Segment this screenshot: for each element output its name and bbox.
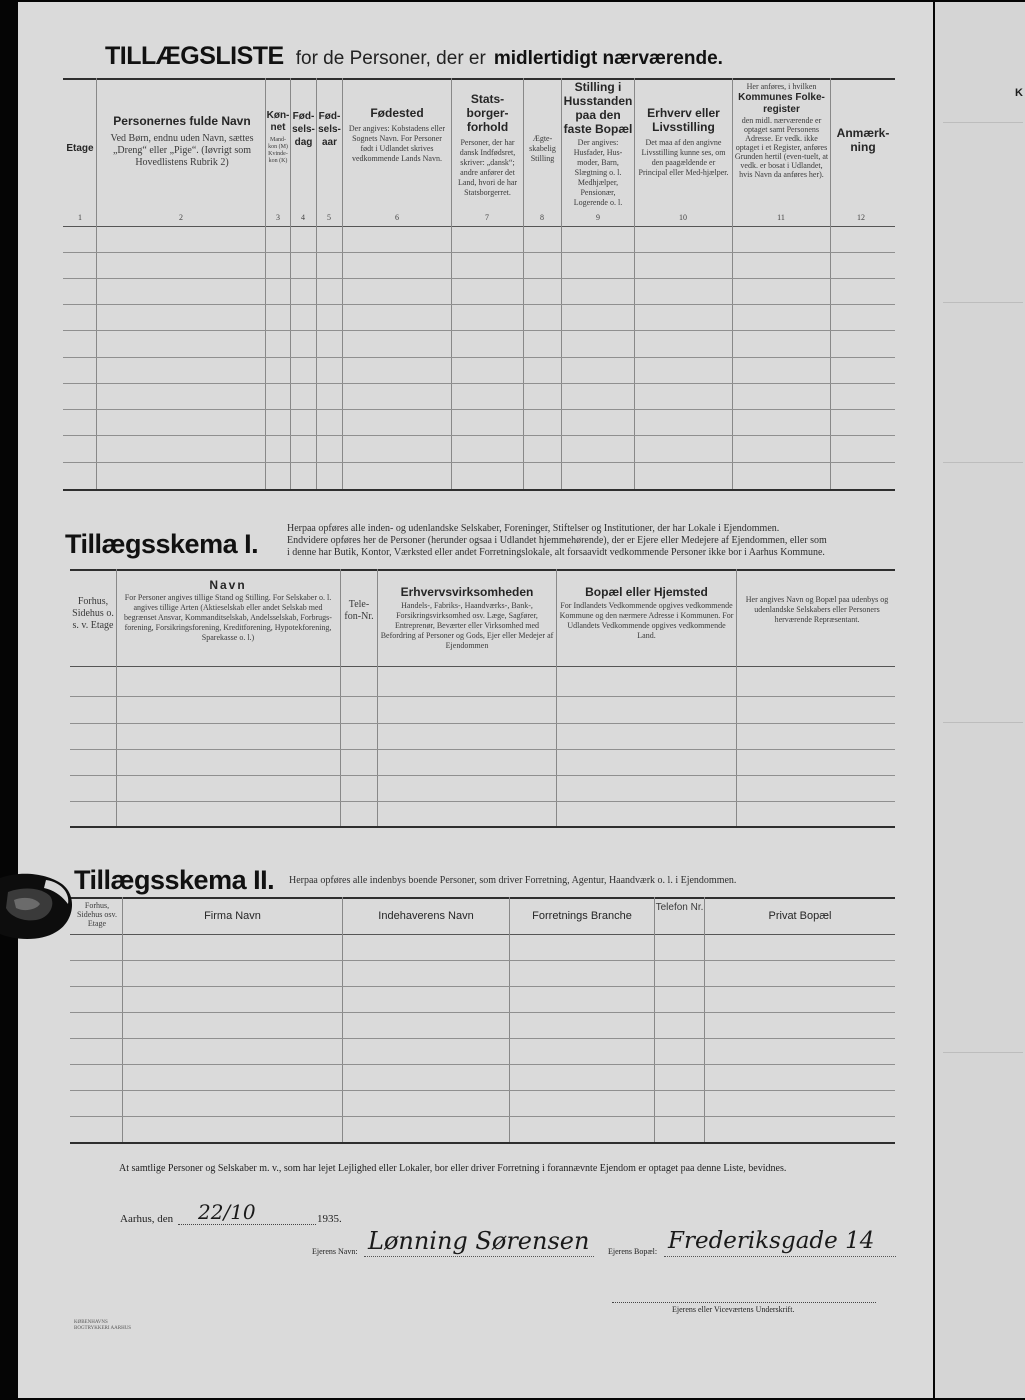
col-num-8: 8 xyxy=(540,213,544,222)
date-line xyxy=(178,1224,316,1225)
col-num-9: 9 xyxy=(596,213,600,222)
col-num-1: 1 xyxy=(78,213,82,222)
main-subtitle-1: for de Personer, der er xyxy=(295,48,486,69)
signature-line xyxy=(612,1302,876,1303)
main-title-text: TILLÆGSLISTE xyxy=(105,42,284,70)
schema1-col-navn: Navn For Personer angives tillige Stand og Stilling. For Selskaber o. l. angives tillige Arten (Aktieselskab eller andet Selskab med begrænset Ansvar, Kommanditselskab, Andelsselskab, Forbrugs-forening, Forsikringsforening, Kreditforening, Hypotekforening, Sparekasse o. l.) xyxy=(124,578,332,642)
signature-label: Ejerens eller Viceværtens Underskrift. xyxy=(672,1305,795,1314)
owner-name-label: Ejerens Navn: xyxy=(312,1247,358,1256)
col-citizenship-header: Stats-borger-forhold Personer, der har dansk Indfødsret, skriver: „dansk“; andre anfører det Land, hvori de har Statsborgerret. xyxy=(457,92,518,197)
schema1-col-bopael: Bopæl eller Hjemsted For Indlandets Vedkommende opgives vedkommende Kommune og den nærmere Adresse i Kommunen. For Udlandets Vedkommende opgives vedkommende Land. xyxy=(559,585,734,640)
footer-place: Aarhus, den xyxy=(120,1213,174,1225)
col-household-header: Stilling i Husstanden paa den faste Bopæl Der angives: Husfader, Hus-moder, Barn, Slægtning o. l. Medhjælper, Pensionær, Logerende o. l. xyxy=(563,80,633,207)
footer-year: 1935. xyxy=(317,1213,342,1225)
col-occupation-header: Erhverv eller Livsstilling Det maa af den angivne Livsstilling kunne ses, om den paagældende er Principal eller Med-hjælper. xyxy=(638,106,729,177)
col-birthplace-header: Fødested Der angives: Kobstadens eller Sognets Navn. For Personer født i Udlandet skrives vedkommende Lands Navn. xyxy=(348,106,446,163)
schema1-title: Tillægsskema I. xyxy=(65,529,259,559)
owner-name-line xyxy=(364,1256,594,1257)
col-register-header: Her anføres, i hvilken Kommunes Folke-register den midl. nærværende er optaget samt Personens Adresse. Er vedk. ikke optaget i et Register, anføres Grunden hertil (even-tuelt, at vedk. er bosat i Udlandet, hvis Navn da anføres her). xyxy=(734,82,829,179)
form-page xyxy=(18,2,933,1398)
col-sex-header: Køn-net Mand-kon (M) Kvinde-kon (K) xyxy=(266,110,290,164)
footer-statement: At samtlige Personer og Selskaber m. v., som har lejet Lejlighed eller Lokaler, bor eller driver Forretning i forannævnte Ejendom er optaget paa denne Liste, bevidnes. xyxy=(119,1163,787,1174)
schema2-col-bopael: Privat Bopæl xyxy=(768,910,832,922)
main-subtitle-2: midlertidigt nærværende. xyxy=(493,48,723,69)
col-birthyear-header: Fød-sels-aar xyxy=(318,111,341,148)
schema2-col-branche: Forretnings Branche xyxy=(532,910,632,922)
finger-image xyxy=(0,870,80,945)
schema2-title: Tillægsskema II. xyxy=(74,865,275,895)
col-num-10: 10 xyxy=(679,213,687,222)
schema1-col-forhus: Forhus, Sidehus o. s. v. Etage xyxy=(72,596,114,631)
col-num-2: 2 xyxy=(179,213,183,222)
col-num-11: 11 xyxy=(777,213,785,222)
printer-mark: KØBENHAVNS BOGTRYKKERI AARHUS xyxy=(74,1320,132,1331)
owner-name-handwritten: Lønning Sørensen xyxy=(368,1227,590,1255)
owner-address-line xyxy=(664,1256,896,1257)
owner-address-label: Ejerens Bopæl: xyxy=(608,1247,658,1256)
col-num-12: 12 xyxy=(857,213,865,222)
col-marital-header: Ægte-skabelig Stilling xyxy=(529,134,556,163)
col-etage-header: Etage xyxy=(66,143,94,154)
schema1-description: Herpaa opføres alle inden- og udenlandske Selskaber, Foreninger, Stiftelser og Institutioner, der har Lokale i Ejendommen. Endvidere opføres her de Personer (herunder ogsaa i Udlandet hjemmehørende), der er Ejere eller Medejere af Ejendommen, eller som i denne har Butik, Kontor, Værksted eller andet Forretningslokale, alt forsaavidt vedkommende Personer ikke bor i Aarhus Kommune. xyxy=(287,523,827,558)
col-name-header: Personernes fulde Navn Ved Børn, endnu uden Navn, sættes „Dreng“ eller „Pige“. (Iøvrigt som Hovedlistens Rubrik 2) xyxy=(110,114,254,168)
owner-address-handwritten: Frederiksgade 14 xyxy=(668,1228,875,1254)
schema1-col-telefon: Tele-fon-Nr. xyxy=(344,599,374,622)
col-num-4: 4 xyxy=(301,213,305,222)
col-num-7: 7 xyxy=(485,213,489,222)
col-birthday-header: Fød-sels-dag xyxy=(292,111,315,148)
schema2-col-telefon: Telefon Nr. xyxy=(655,902,704,913)
schema2-description: Herpaa opføres alle indenbys boende Personer, som driver Forretning, Agentur, Haandværk o. l. i Ejendommen. xyxy=(289,875,737,886)
adjacent-page xyxy=(935,2,1025,1398)
schema2-col-indehaver: Indehaverens Navn xyxy=(378,910,474,922)
schema2-col-firma: Firma Navn xyxy=(204,910,261,922)
schema1-col-representative: Her angives Navn og Bopæl paa udenbys og udenlandske Selskabers eller Personers herværende Repræsentant. xyxy=(745,595,889,624)
schema1-col-erhverv: Erhvervsvirksomheden Handels-, Fabriks-, Haandværks-, Bank-, Forsikringsvirksomhed osv. Læge, Sagfører, Entreprenør, Beværter eller Virksomhed med Befordring af Personer og Gods, Ejer eller Medejer af Ejendommen xyxy=(380,585,554,650)
schema2-col-forhus: Forhus, Sidehus osv. Etage xyxy=(77,901,117,928)
col-num-5: 5 xyxy=(327,213,331,222)
col-remarks-header: Anmærk-ning xyxy=(836,126,890,154)
main-title xyxy=(105,42,723,71)
col-num-6: 6 xyxy=(395,213,399,222)
date-handwritten: 22/10 xyxy=(198,1200,256,1224)
adjacent-page-fragment: K xyxy=(1015,87,1023,99)
col-num-3: 3 xyxy=(276,213,280,222)
